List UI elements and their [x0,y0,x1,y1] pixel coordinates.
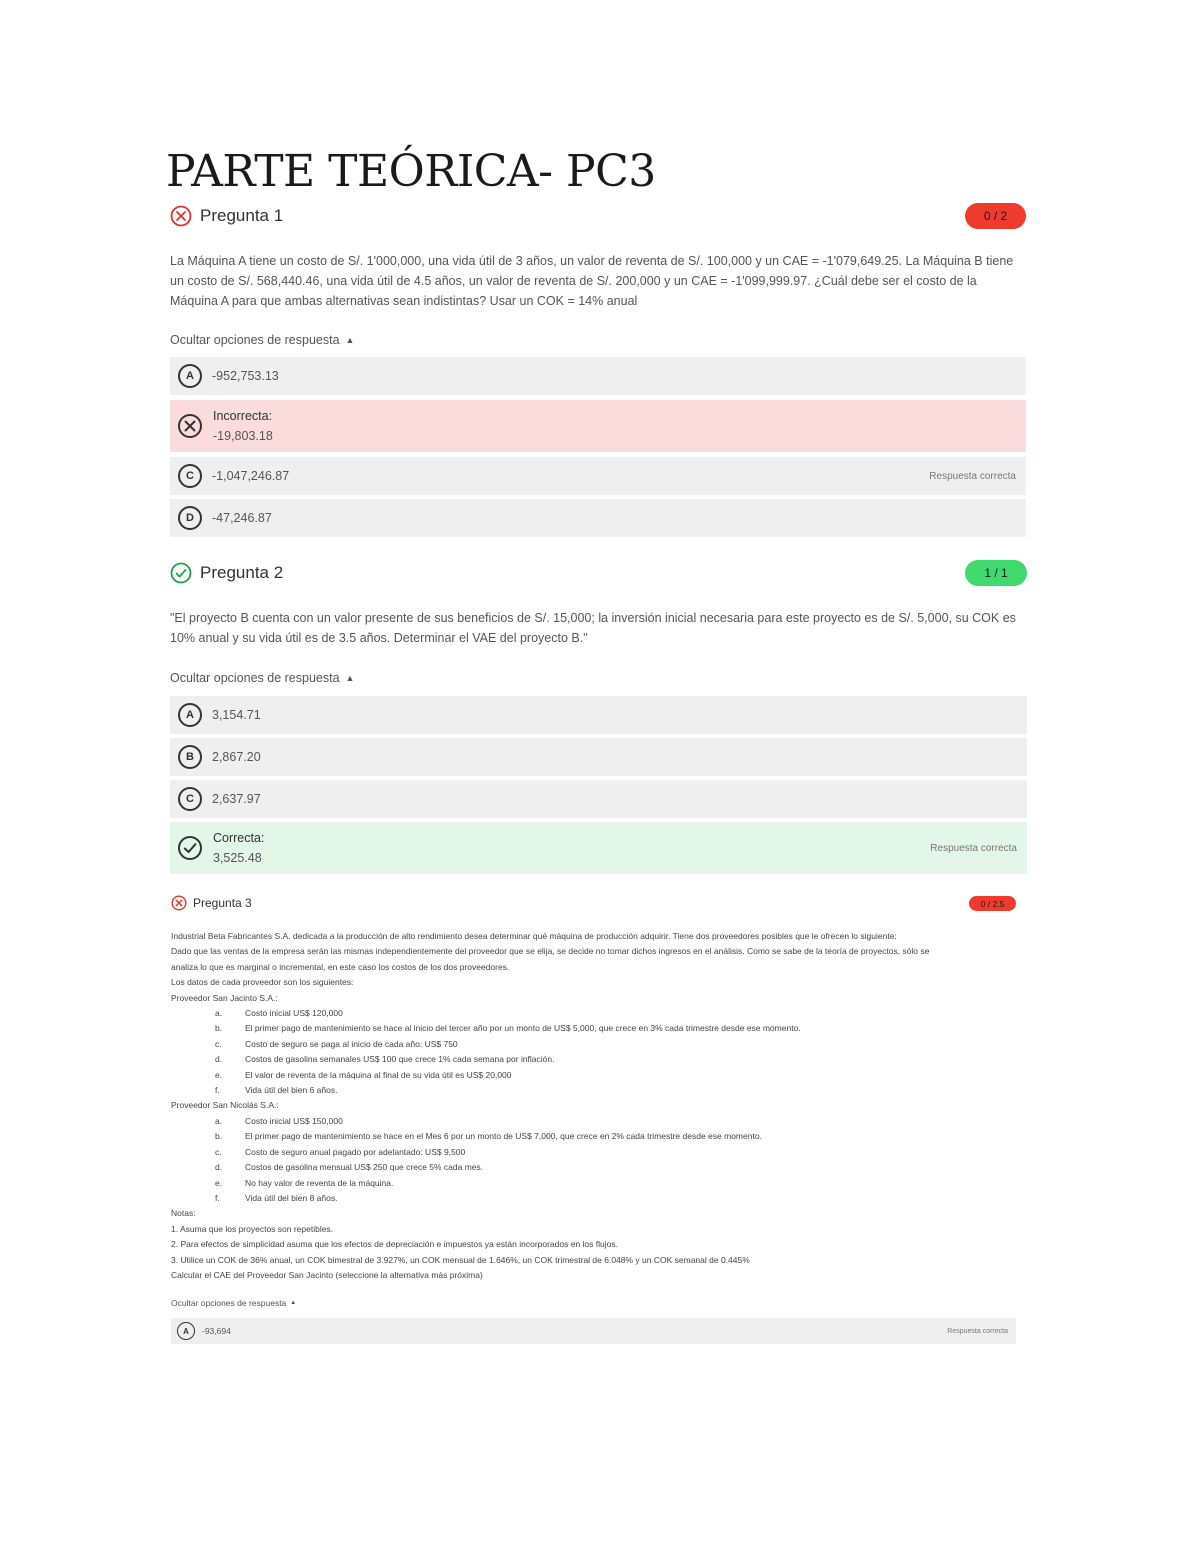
option-letter: D [178,506,202,530]
q2-option-b[interactable] [170,738,1027,776]
note-line: 2. Para efectos de simplicidad asuma que los efectos de depreciación e impuestos ya están incorporados en los flujos. [171,1239,618,1250]
stem-line: Los datos de cada proveedor son los siguientes: [171,977,354,988]
question-2-score-badge: 1 / 1 [965,560,1027,586]
question-1-toggle-options[interactable] [170,333,354,347]
chevron-up-icon: ▲ [345,673,355,683]
stem-line: Dado que las ventas de la empresa serán las mismas independientemente del proveedor que se elija, se decide no tomar dichos ingresos en el análisis. Como se sabe de la teoría de proyectos, sólo se [171,946,930,957]
question-1-title: Pregunta 1 [200,206,284,225]
option-letter: C [178,787,202,811]
q1-option-d[interactable] [170,499,1026,537]
list-item: f. Vida útil del bien 8 años. [215,1192,338,1203]
question-2-title: Pregunta 2 [200,563,284,582]
toggle-label: Ocultar opciones de respuesta [170,333,340,347]
stem-line: Proveedor San Nicolás S.A.: [171,1100,279,1111]
list-item: d. Costos de gasolina semanales US$ 100 que crece 1% cada semana por inflación. [215,1054,555,1065]
list-item: e. El valor de reventa de la máquina al final de su vida útil es US$ 20,000 [215,1069,512,1080]
question-3-title: Pregunta 3 [193,896,252,910]
correct-answer-note: Respuesta correcta [929,470,1016,482]
stem-line: Proveedor San Jacinto S.A.: [171,992,278,1003]
question-1-stem: La Máquina A tiene un costo de S/. 1'000,000, una vida útil de 3 años, un valor de reventa de S/. 100,000 y un CAE = -1'079,649.25. La Máquina B tiene un costo de S/. 568,440.46, una vida útil de 4.5 años, un valor de reventa de S/. 200,000 y un CAE = -1'099,999.97. ¿Cuál debe ser el costo de la Máquina A para que ambas alternativas sean indistintas? Usar un COK = 14% anual [170,254,1014,308]
chevron-up-icon: ▲ [290,1300,297,1306]
list-item: d. Costos de gasolina mensual US$ 250 que crece 5% cada mes. [215,1162,484,1173]
note-line: 3. Utilice un COK de 36% anual, un COK bimestral de 3.927%, un COK mensual de 1.646%, un COK trimestral de 6.048% y un COK semanal de 0.445% [171,1254,750,1265]
list-item: e. No hay valor de reventa de la máquina. [215,1177,394,1188]
question-1-header [170,205,283,227]
option-text: -952,753.13 [212,369,279,383]
list-item: a. Costo inicial US$ 120,000 [215,1008,343,1019]
q1-option-c[interactable] [170,457,1026,495]
list-item: c. Costo de seguro se paga al inicio de cada año: US$ 750 [215,1038,458,1049]
question-2-header [170,562,283,584]
q2-option-c[interactable] [170,780,1027,818]
stem-line: Industrial Beta Fabricantes S.A. dedicada a la producción de alto rendimiento desea determinar qué máquina de producción adquirir. Tiene dos proveedores posibles que le ofrecen lo siguiente: [171,931,897,941]
list-item: a. Costo inicial US$ 150,000 [215,1115,343,1126]
list-item: c. Costo de seguro anual pagado por adelantado: US$ 9,500 [215,1146,466,1157]
correct-answer-note: Respuesta correcta [930,842,1017,854]
question-2-stem: "El proyecto B cuenta con un valor presente de sus beneficios de S/. 15,000; la inversión inicial necesaria para este proyecto es de S/. 5,000, su COK es 10% anual y su vida útil es de 3.5 años. Determinar el VAE del proyecto B." [170,611,1016,645]
option-letter: A [178,703,202,727]
option-text: 2,867.20 [212,750,261,764]
option-letter: B [178,745,202,769]
toggle-label: Ocultar opciones de respuesta [170,671,340,685]
q1-option-b-incorrect[interactable] [170,400,1026,452]
notes-title: Notas: [171,1208,196,1219]
stem-line: analiza lo que es marginal o incremental, en este caso los costos de los dos proveedores. [171,961,510,972]
q2-option-d-correct[interactable] [170,822,1027,874]
q2-option-a[interactable] [170,696,1027,734]
q1-option-a[interactable] [170,357,1026,395]
option-text: 2,637.97 [212,792,261,806]
correct-check-icon [170,562,192,584]
incorrect-x-icon [170,205,192,227]
incorrect-x-icon [177,413,203,439]
question-1-score-badge: 0 / 2 [965,203,1026,229]
option-text: -19,803.18 [213,429,273,443]
option-text: -93,694 [202,1326,231,1336]
correct-check-icon [177,835,203,861]
toggle-label: Ocultar opciones de respuesta [171,1298,287,1308]
option-text: -1,047,246.87 [212,469,290,483]
option-text: 3,525.48 [213,851,262,865]
option-letter: A [177,1322,195,1340]
note-line: Calcular el CAE del Proveedor San Jacinto (seleccione la alternativa más próxima) [171,1269,483,1280]
option-letter: C [178,464,202,488]
list-item: b. El primer pago de mantenimiento se hace al inicio del tercer año por un monto de US$ 5,000, que crece en 3% cada trimestre desde ese momento. [215,1023,801,1034]
page-title: PARTE TEÓRICA- PC3 [166,146,656,197]
q3-option-a[interactable] [171,1318,1016,1344]
question-3-score-badge: 0 / 2.5 [969,896,1016,911]
option-text: -47,246.87 [212,511,272,525]
question-3-header [171,895,252,911]
question-3-toggle-options[interactable] [171,1298,296,1308]
incorrect-x-icon [171,895,187,911]
note-line: 1. Asuma que los proyectos son repetibles. [171,1223,334,1234]
question-2-toggle-options[interactable] [170,671,354,685]
correct-answer-note: Respuesta correcta [947,1327,1008,1335]
option-status-label: Incorrecta: [213,409,273,423]
chevron-up-icon: ▲ [345,335,355,345]
option-status-label: Correcta: [213,831,265,845]
list-item: b. El primer pago de mantenimiento se hace en el Mes 6 por un monto de US$ 7,000, que crece en 2% cada trimestre desde ese momento. [215,1131,762,1142]
option-text: 3,154.71 [212,708,261,722]
list-item: f. Vida útil del bien 6 años. [215,1085,338,1096]
question-3-stem [171,929,1021,1283]
option-letter: A [178,364,202,388]
